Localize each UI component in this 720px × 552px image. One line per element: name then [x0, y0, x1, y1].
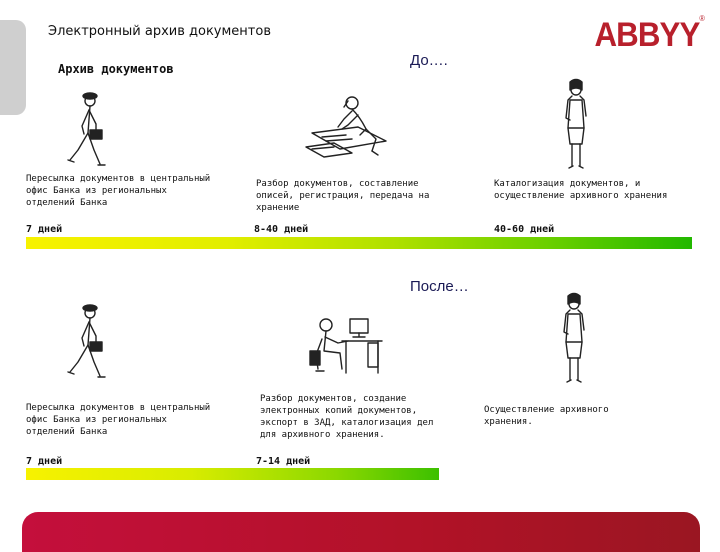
computer-worker-icon	[306, 315, 386, 380]
before-title: До….	[410, 52, 448, 69]
walking-courier-icon	[60, 88, 120, 170]
footer-band	[22, 512, 700, 552]
after-timeline-bar	[26, 468, 439, 480]
section-subtitle: Архив документов	[58, 62, 174, 76]
step-description: Каталогизация документов, и осуществление архивного хранения	[494, 179, 668, 201]
page-title: Электронный архив документов	[48, 24, 271, 39]
duration-label: 8-40 дней	[254, 224, 309, 235]
duration-label: 7 дней	[26, 456, 63, 467]
step-description: Пересылка документов в центральный офис Банка из региональных отделений Банка	[26, 403, 211, 437]
step-description: Пересылка документов в центральный офис Банка из региональных отделений Банка	[26, 174, 211, 208]
side-tab	[0, 20, 26, 115]
walking-courier-icon	[60, 300, 120, 382]
step-description: Разбор документов, составление описей, регистрация, передача на хранение	[256, 179, 430, 213]
before-timeline-bar	[26, 237, 692, 249]
step-description: Осуществление архивного хранения.	[484, 405, 609, 427]
duration-label: 7 дней	[26, 224, 63, 235]
duration-label: 40-60 дней	[494, 224, 555, 235]
after-title: После…	[410, 278, 469, 295]
abbyy-logo: ABBYY®	[594, 14, 704, 54]
desk-worker-icon	[300, 95, 390, 160]
standing-archivist-icon	[554, 292, 594, 387]
step-description: Разбор документов, создание электронных копий документов, экспорт в ЗАД, каталогизация дел для архивного хранения.	[260, 394, 434, 440]
standing-archivist-icon	[556, 78, 596, 173]
duration-label: 7-14 дней	[256, 456, 311, 467]
